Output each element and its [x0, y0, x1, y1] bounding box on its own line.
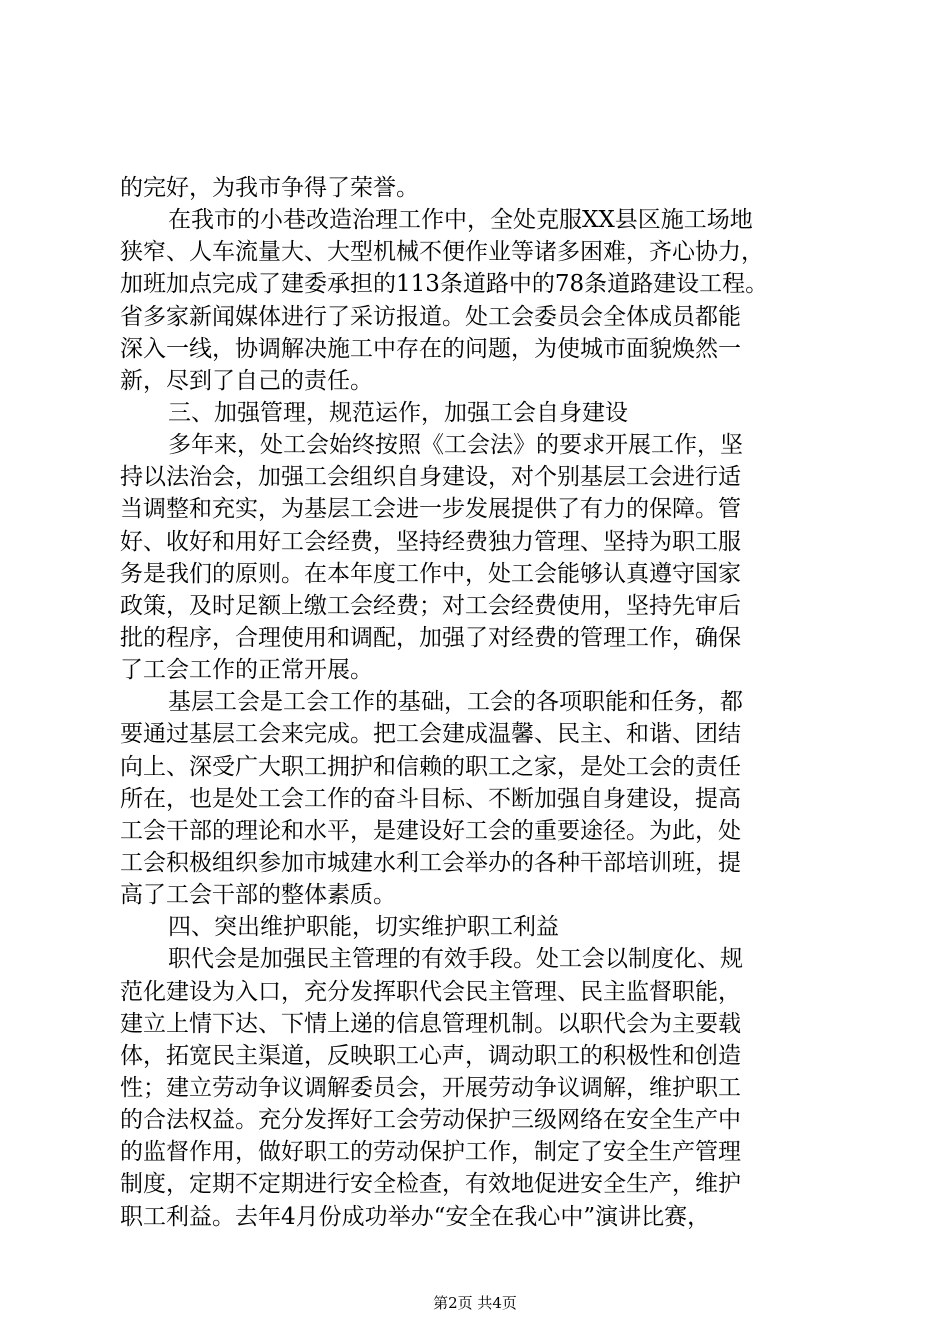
text-line: 新，尽到了自己的责任。 [120, 367, 373, 394]
section-heading: 四、突出维护职能，切实维护职工利益 [168, 914, 559, 941]
text-line: 多年来，处工会始终按照《工会法》的要求开展工作，坚 [168, 432, 743, 459]
text-line: 务是我们的原则。在本年度工作中，处工会能够认真遵守国家 [120, 560, 741, 587]
text-line: 批的程序，合理使用和调配，加强了对经费的管理工作，确保 [120, 624, 741, 651]
text-line: 的完好，为我市争得了荣誉。 [120, 175, 419, 201]
text-line: 高了工会干部的整体素质。 [120, 882, 396, 909]
body-text [120, 172, 840, 1233]
text-line: 工会干部的理论和水平，是建设好工会的重要途径。为此，处 [120, 817, 741, 844]
text-line: 深入一线，协调解决施工中存在的问题，为使城市面貌焕然一 [120, 335, 741, 362]
text-line: 省多家新闻媒体进行了采访报道。处工会委员会全体成员都能 [120, 303, 741, 330]
text-line: 基层工会是工会工作的基础，工会的各项职能和任务，都 [168, 689, 743, 716]
text-line: 持以法治会，加强工会组织自身建设，对个别基层工会进行适 [120, 464, 741, 491]
text-line: 的监督作用，做好职工的劳动保护工作，制定了安全生产管理 [120, 1139, 741, 1166]
section-heading: 三、加强管理，规范运作，加强工会自身建设 [168, 399, 628, 426]
text-line: 当调整和充实，为基层工会进一步发展提供了有力的保障。管 [120, 496, 741, 523]
text-line: 所在，也是处工会工作的奋斗目标、不断加强自身建设，提高 [120, 785, 741, 812]
text-line: 体，拓宽民主渠道，反映职工心声，调动职工的积极性和创造 [120, 1042, 741, 1069]
text-line: 的合法权益。充分发挥好工会劳动保护三级网络在安全生产中 [120, 1107, 741, 1134]
text-line: 在我市的小巷改造治理工作中，全处克服XX县区施工场地 [168, 207, 753, 234]
text-line: 政策，及时足额上缴工会经费；对工会经费使用，坚持先审后 [120, 592, 741, 619]
text-line: 要通过基层工会来完成。把工会建成温馨、民主、和谐、团结 [120, 721, 741, 748]
text-line: 制度，定期不定期进行安全检查，有效地促进安全生产，维护 [120, 1171, 741, 1198]
page-number-footer: 第2页 共4页 [433, 1294, 517, 1312]
text-line: 工会积极组织参加市城建水利工会举办的各种干部培训班，提 [120, 849, 741, 876]
text-line: 范化建设为入口，充分发挥职代会民主管理、民主监督职能， [120, 978, 741, 1005]
text-line: 性；建立劳动争议调解委员会，开展劳动争议调解，维护职工 [120, 1074, 741, 1101]
text-line: 职工利益。去年4月份成功举办“安全在我心中”演讲比赛， [120, 1203, 711, 1230]
text-line: 建立上情下达、下情上递的信息管理机制。以职代会为主要载 [120, 1010, 741, 1037]
text-line: 了工会工作的正常开展。 [120, 657, 373, 684]
text-line: 向上、深受广大职工拥护和信赖的职工之家，是处工会的责任 [120, 753, 741, 780]
text-line: 狭窄、人车流量大、大型机械不便作业等诸多困难，齐心协力， [120, 239, 764, 266]
text-line: 职代会是加强民主管理的有效手段。处工会以制度化、规 [168, 946, 743, 973]
text-line: 好、收好和用好工会经费，坚持经费独力管理、坚持为职工服 [120, 528, 741, 555]
text-line: 加班加点完成了建委承担的113条道路中的78条道路建设工程。 [120, 271, 769, 298]
